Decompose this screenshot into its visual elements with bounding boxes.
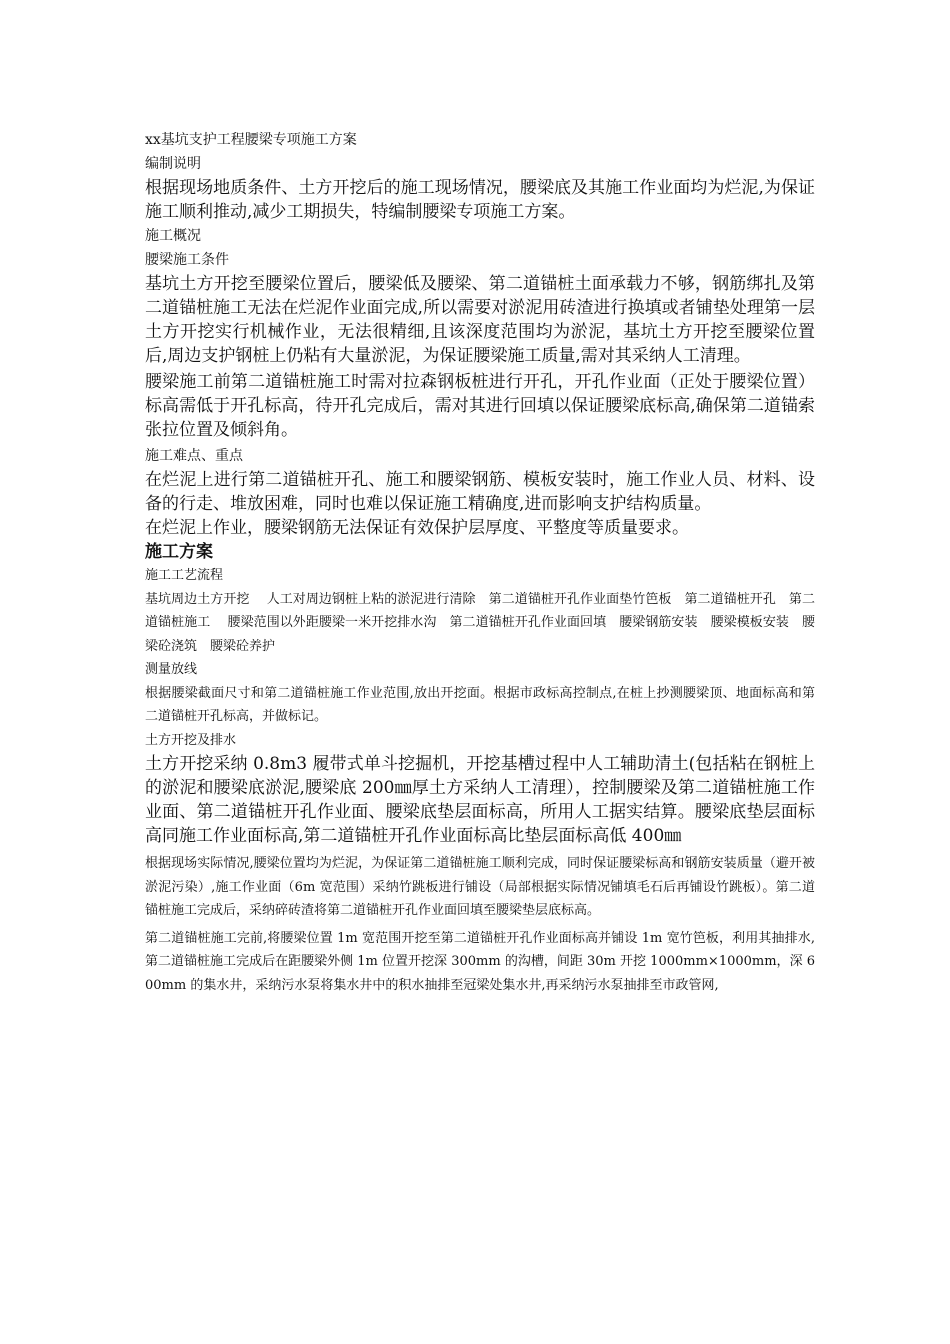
paragraph-excavation-2: 根据现场实际情况,腰梁位置均为烂泥，为保证第二道锚桩施工顺利完成，同时保证腰梁标高和钢筋安装质量（避开被淤泥污染）,施工作业面（6m 宽范围）采纳竹跳板进行铺设（局部根据实际情况铺填毛石后再铺设竹跳板）。第二道锚桩施工完成后，采纳碎砖渣将第二道锚桩开孔作业面回填至腰梁垫层底标高。: [145, 856, 815, 918]
subheading-excavation: 土方开挖及排水: [145, 732, 237, 748]
section-heading-compile: 编制说明: [145, 156, 201, 172]
paragraph-conditions-2: 腰梁施工前第二道锚桩施工时需对拉森钢板桩进行开孔，开孔作业面（正处于腰梁位置）标高需低于开孔标高，待开孔完成后，需对其进行回填以保证腰梁底标高,确保第二道锚索张拉位置及倾斜角。: [145, 372, 815, 440]
paragraph-flow: 基坑周边土方开挖 人工对周边钢桩上粘的淤泥进行清除 第二道锚桩开孔作业面垫竹笆板 第二道锚桩开孔 第二道锚桩施工 腰梁范围以外距腰梁一米开挖排水沟 第二道锚桩开孔作业面回填 腰梁钢筋安装 腰梁模板安装 腰梁砼浇筑 腰梁砼养护: [145, 591, 815, 654]
section-heading-plan: 施工方案: [145, 542, 213, 562]
section-heading-overview: 施工概况: [145, 228, 201, 244]
paragraph-conditions-1: 基坑土方开挖至腰梁位置后，腰梁低及腰梁、第二道锚桩土面承载力不够，钢筋绑扎及第二道锚桩施工无法在烂泥作业面完成,所以需要对淤泥用砖渣进行换填或者铺垫处理第一层土方开挖实行机械作业，无法很精细,且该深度范围均为淤泥，基坑土方开挖至腰梁位置后,周边支护钢桩上仍粘有大量淤泥，为保证腰梁施工质量,需对其采纳人工清理。: [145, 274, 815, 366]
subheading-survey: 测量放线: [145, 662, 198, 677]
paragraph-survey: 根据腰梁截面尺寸和第二道锚桩施工作业范围,放出开挖面。根据市政标高控制点,在桩上抄测腰梁顶、地面标高和第二道锚桩开孔标高，并做标记。: [145, 685, 815, 724]
paragraph-excavation-1: 土方开挖采纳 0.8m3 履带式单斗挖掘机，开挖基槽过程中人工辅助清土(包括粘在钢桩上的淤泥和腰梁底淤泥,腰梁底 200㎜厚土方采纳人工清理），控制腰梁及第二道锚桩施工作业面、第二道锚桩开孔作业面、腰梁底垫层面标高，所用人工据实结算。腰梁底垫层面标高同施工作业面标高,第二道锚桩开孔作业面标高比垫层面标高低 400㎜: [145, 754, 815, 846]
paragraph-difficulty-1: 在烂泥上进行第二道锚桩开孔、施工和腰梁钢筋、模板安装时，施工作业人员、材料、设备的行走、堆放困难，同时也难以保证施工精确度,进而影响支护结构质量。: [145, 470, 815, 514]
subheading-flow: 施工工艺流程: [145, 568, 224, 583]
paragraph-difficulty-2: 在烂泥上作业，腰梁钢筋无法保证有效保护层厚度、平整度等质量要求。: [145, 518, 689, 538]
document-body: [145, 128, 815, 997]
paragraph-excavation-3: 第二道锚桩施工完前,将腰梁位置 1m 宽范围开挖至第二道锚桩开孔作业面标高并铺设 1m 宽竹笆板，利用其抽排水,第二道锚桩施工完成后在距腰梁外侧 1m 位置开挖深 300mm 的沟槽，间距 30m 开挖 1000mm×1000mm，深 600mm 的集水井，采纳污水泵将集水井中的积水抽排至冠梁处集水井,再采纳污水泵抽排至市政管网,: [145, 930, 815, 993]
subheading-difficulty: 施工难点、重点: [145, 448, 243, 464]
subheading-conditions: 腰梁施工条件: [145, 252, 229, 268]
paragraph-compile: 根据现场地质条件、土方开挖后的施工现场情况，腰梁底及其施工作业面均为烂泥,为保证施工顺利推动,减少工期损失，特编制腰梁专项施工方案。: [145, 178, 815, 222]
document-title: xx基坑支护工程腰梁专项施工方案: [145, 132, 357, 148]
